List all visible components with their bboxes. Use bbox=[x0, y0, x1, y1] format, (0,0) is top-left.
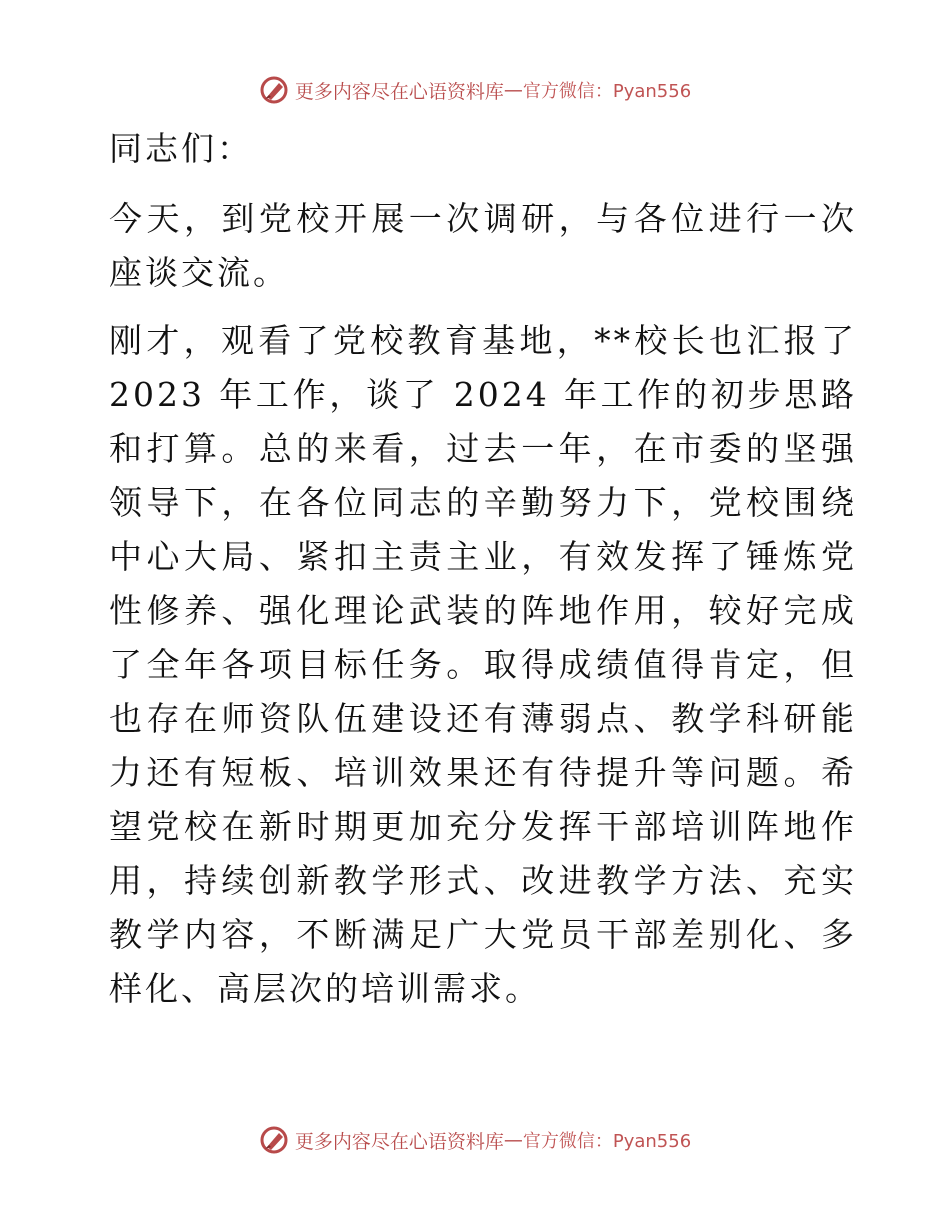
watermark-separator: — bbox=[503, 79, 523, 101]
pen-nib-logo-icon bbox=[259, 1125, 289, 1155]
watermark-contact: 官方微信：Pyan556 bbox=[522, 1131, 692, 1152]
watermark-contact: 官方微信：Pyan556 bbox=[522, 81, 692, 102]
footer-watermark bbox=[0, 1120, 950, 1160]
watermark-text: 更多内容尽在心语资料库 bbox=[294, 80, 504, 103]
paragraph-2: 刚才，观看了党校教育基地，**校长也汇报了 2023 年工作，谈了 2024 年工作的初步思路和打算。总的来看，过去一年，在市委的坚强领导下，在各位同志的辛勤努力下，党校围绕中心大局、紧扣主责主业，有效发挥了锤炼党性修养、强化理论武装的阵地作用，较好完成了全年各项目标任务。取得成绩值得肯定，但也存在师资队伍建设还有薄弱点、教学科研能力还有短板、培训效果还有待提升等问题。希望党校在新时期更加充分发挥干部培训阵地作用，持续创新教学形式、改进教学方法、充实教学内容，不断满足广大党员干部差别化、多样化、高层次的培训需求。 bbox=[109, 321, 857, 1008]
salutation: 同志们： bbox=[109, 129, 253, 168]
watermark-separator: — bbox=[503, 1129, 523, 1151]
document-body bbox=[97, 122, 857, 1030]
header-watermark bbox=[0, 70, 950, 110]
watermark-text: 更多内容尽在心语资料库 bbox=[294, 1130, 504, 1153]
paragraph-1: 今天，到党校开展一次调研，与各位进行一次座谈交流。 bbox=[109, 199, 857, 292]
pen-nib-logo-icon bbox=[259, 75, 289, 105]
